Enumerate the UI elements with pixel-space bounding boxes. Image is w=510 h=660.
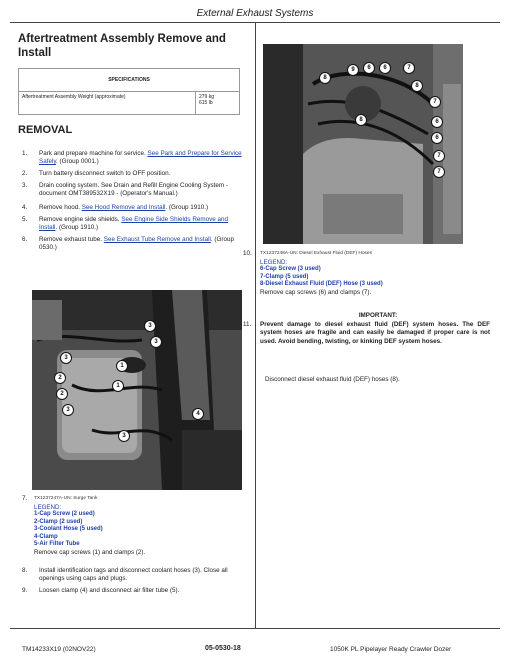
specifications-table [18, 68, 240, 115]
side-shields-link[interactable]: See Engine Side Shields Remove and Install [39, 216, 229, 232]
photo2-callout: 9 [347, 64, 359, 76]
legend-item: 1-Cap Screw (2 used) [34, 511, 95, 517]
spec-heading: SPECIFICATIONS [19, 69, 240, 92]
photo2-callout: 6 [379, 62, 391, 74]
def-hoses-photo [263, 44, 463, 244]
important-label: IMPORTANT: [358, 312, 398, 319]
photo1-callout: 1 [116, 360, 128, 372]
photo2-callout: 8 [355, 114, 367, 126]
photo1-callout: 4 [192, 408, 204, 420]
section-header: External Exhaust Systems [196, 8, 314, 19]
photo1-callout: 3 [150, 336, 162, 348]
photo1-callout: 3 [118, 430, 130, 442]
def-hoses-caption: TX1237248A-UN: Diesel Exhaust Fluid (DEF) Hoses [260, 251, 372, 256]
removal-heading: REMOVAL [18, 124, 73, 136]
footer-product: 1050K PL Pipelayer Ready Crawler Dozer [330, 646, 452, 653]
photo1-callout: 2 [54, 372, 66, 384]
column-divider [255, 22, 256, 628]
legend-item: 5-Air Filter Tube [34, 541, 80, 548]
legend-heading: LEGEND: [34, 504, 62, 511]
photo2-callout: 6 [431, 116, 443, 128]
photo1-callout: 3 [60, 352, 72, 364]
spec-item: Aftertreatment Assembly Weight (approximate) [19, 92, 196, 115]
photo1-callout: 1 [112, 380, 124, 392]
photo2-callout: 8 [411, 80, 423, 92]
def-warning: Prevent damage to diesel exhaust fluid (DEF) system hoses. The DEF system hoses are fragile and can easily be damaged if proper care is not used. Avoid bending, twisting, or kinking DEF system hoses. [260, 321, 490, 345]
photo2-callout: 7 [403, 62, 415, 74]
footer-doc-id: TM14233X19 (02NOV22) [22, 646, 96, 653]
spec-value [196, 92, 240, 115]
legend-item: 7-Clamp (5 used) [260, 273, 309, 280]
park-prepare-link[interactable]: See Park and Prepare for Service Safely [39, 150, 242, 166]
hood-link[interactable]: See Hood Remove and Install [81, 204, 166, 211]
photo2-callout: 7 [433, 150, 445, 162]
legend-item: 3-Coolant Hose (5 used) [34, 526, 103, 533]
footer-page-number: 05-0530-18 [205, 645, 241, 652]
photo2-callout: 6 [363, 62, 375, 74]
exhaust-tube-link[interactable]: See Exhaust Tube Remove and Install [103, 236, 211, 243]
surge-tank-caption: TX1237247A-UN: Surge Tank [34, 496, 98, 501]
legend-item: 8-Diesel Exhaust Fluid (DEF) Hose (3 used) [260, 281, 383, 288]
surge-tank-photo [32, 290, 242, 490]
photo2-callout: 6 [431, 132, 443, 144]
def-hoses-illustration [263, 44, 463, 244]
photo2-callout: 7 [433, 166, 445, 178]
photo2-callout: 7 [429, 96, 441, 108]
photo1-callout: 3 [62, 404, 74, 416]
legend-item: 4-Clamp [34, 533, 58, 540]
legend-item: 6-Cap Screw (3 used) [260, 266, 321, 272]
photo2-callout: 8 [319, 72, 331, 84]
footer-rule [10, 628, 500, 629]
spec-value-lb: 615 lb [199, 100, 213, 106]
step-7-text: Remove cap screws (1) and clamps (2). [34, 548, 146, 556]
step-11-text: Disconnect diesel exhaust fluid (DEF) hoses (8). [265, 376, 400, 383]
spec-value-kg: 279 kg [199, 94, 215, 100]
photo1-callout: 2 [56, 388, 68, 400]
legend-heading: LEGEND: [260, 259, 288, 266]
step-10-text: Remove cap screws (6) and clamps (7). [260, 288, 372, 296]
page-title: Aftertreatment Assembly Remove and Install [18, 33, 226, 59]
legend-item: 2-Clamp (2 used) [34, 518, 83, 525]
photo1-callout: 3 [144, 320, 156, 332]
